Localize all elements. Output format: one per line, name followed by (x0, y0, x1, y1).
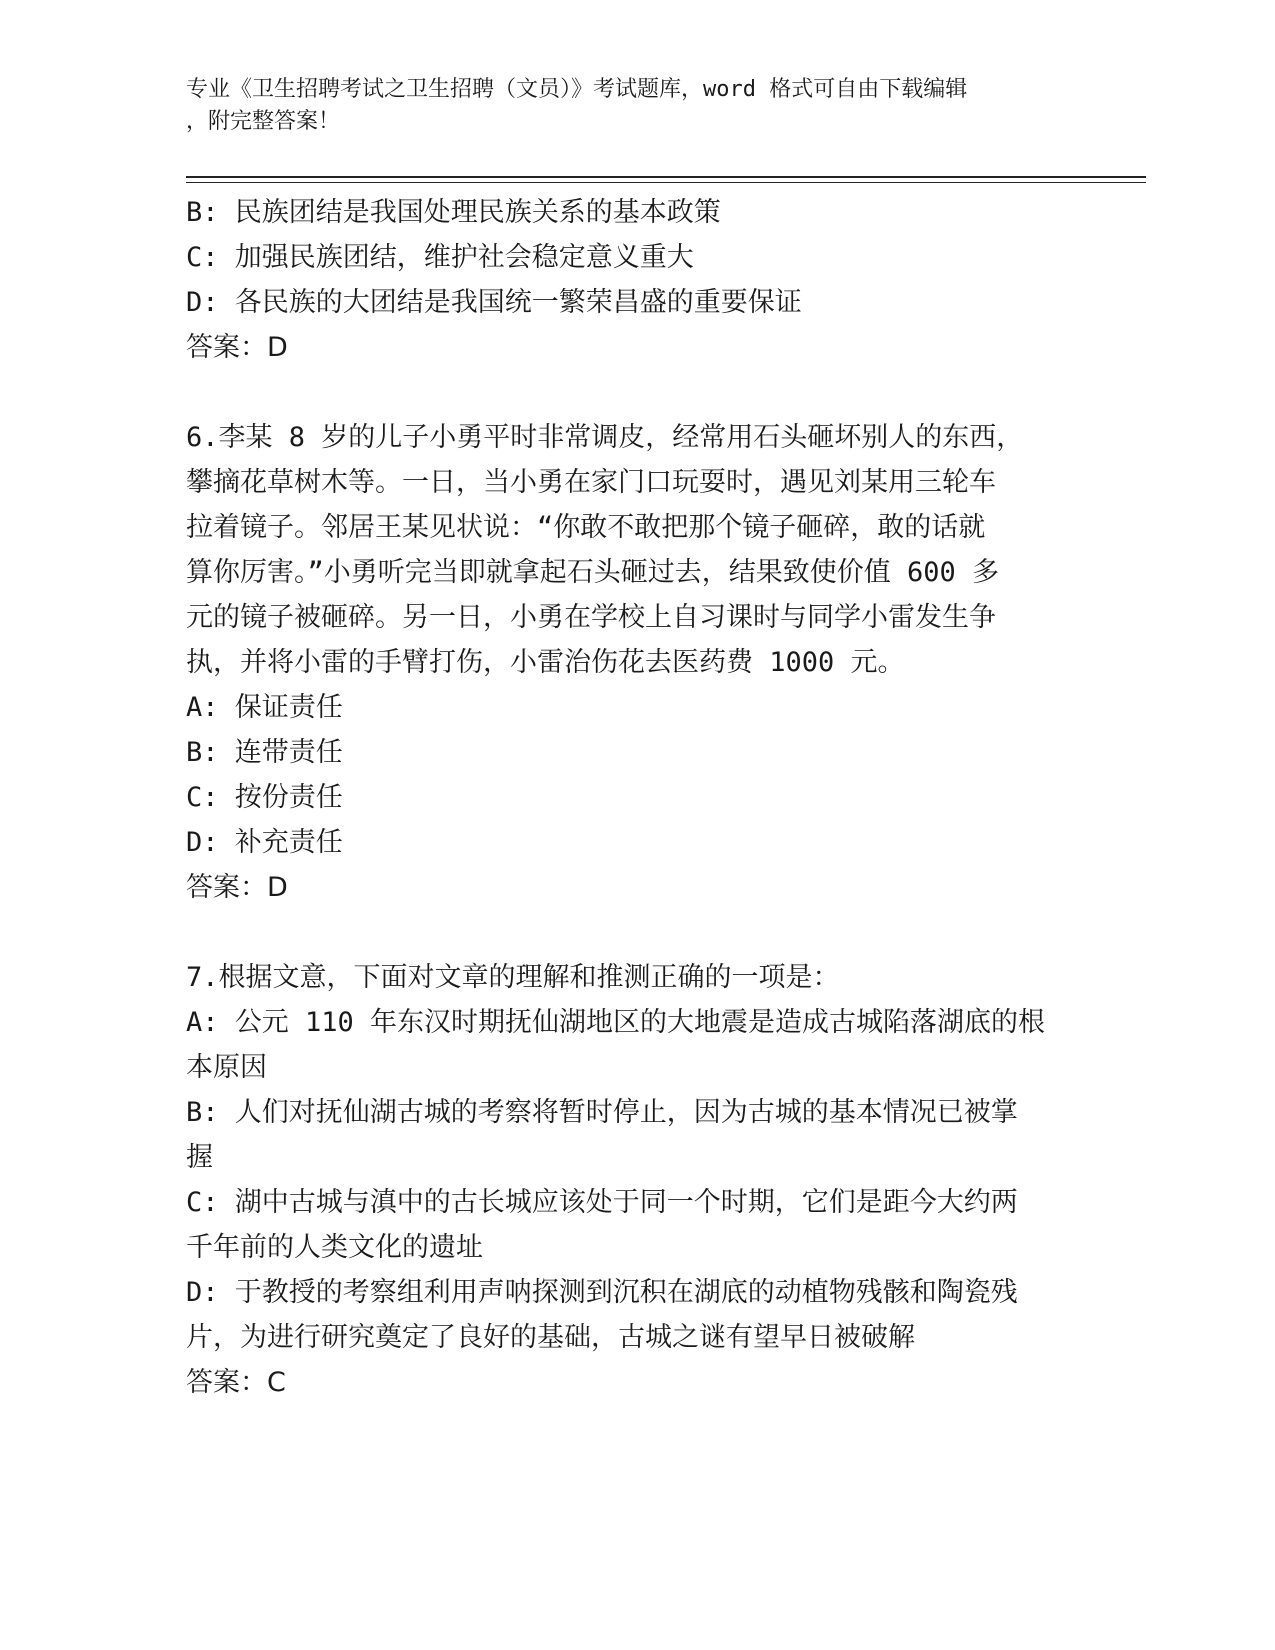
question-6 (186, 415, 1086, 910)
option-c: C: 按份责任 (186, 782, 343, 813)
header-line-2: ，附完整答案！ (186, 109, 341, 134)
option-b: B: 民族团结是我国处理民族关系的基本政策 (186, 197, 721, 228)
option-a: A: 保证责任 (186, 692, 343, 723)
option-d: D: 补充责任 (186, 827, 343, 858)
header-line-1: 专业《卫生招聘考试之卫生招聘（文员）》考试题库，word 格式可自由下载编辑 (186, 77, 968, 102)
question-7 (186, 955, 1086, 1405)
option-a-line-1: A: 公元 110 年东汉时期抚仙湖地区的大地震是造成古城陷落湖底的根 (186, 1007, 1046, 1038)
option-a-line-2: 本原因 (186, 1052, 267, 1083)
answer-line: 答案：D (186, 332, 288, 363)
question-stem-line: 6.李某 8 岁的儿子小勇平时非常调皮，经常用石头砸坏别人的东西， (186, 422, 1024, 453)
question-5-tail (186, 190, 1086, 370)
document-header (186, 74, 1086, 138)
option-c-line-1: C: 湖中古城与滇中的古长城应该处于同一个时期，它们是距今大约两 (186, 1187, 1018, 1218)
option-b-line-2: 握 (186, 1142, 213, 1173)
question-stem-line: 攀摘花草树木等。一日，当小勇在家门口玩耍时，遇见刘某用三轮车 (186, 467, 996, 498)
question-stem-line: 执，并将小雷的手臂打伤，小雷治伤花去医药费 1000 元。 (186, 647, 905, 678)
option-d-line-2: 片，为进行研究奠定了良好的基础，古城之谜有望早日被破解 (186, 1322, 915, 1353)
option-c-line-2: 千年前的人类文化的遗址 (186, 1232, 483, 1263)
option-c: C: 加强民族团结，维护社会稳定意义重大 (186, 242, 694, 273)
option-d: D: 各民族的大团结是我国统一繁荣昌盛的重要保证 (186, 287, 802, 318)
option-b: B: 连带责任 (186, 737, 343, 768)
question-stem-line: 算你厉害。”小勇听完当即就拿起石头砸过去，结果致使价值 600 多 (186, 557, 1000, 588)
header-rule-thick (186, 176, 1146, 178)
answer-line: 答案：C (186, 1367, 286, 1398)
option-d-line-1: D: 于教授的考察组利用声呐探测到沉积在湖底的动植物残骸和陶瓷残 (186, 1277, 1018, 1308)
option-b-line-1: B: 人们对抚仙湖古城的考察将暂时停止，因为古城的基本情况已被掌 (186, 1097, 1018, 1128)
spacer (186, 910, 1086, 955)
document-body (186, 190, 1086, 1405)
answer-line: 答案：D (186, 872, 288, 903)
question-stem-line: 7.根据文意，下面对文章的理解和推测正确的一项是： (186, 962, 840, 993)
question-stem-line: 元的镜子被砸碎。另一日，小勇在学校上自习课时与同学小雷发生争 (186, 602, 996, 633)
header-rule-thin (186, 182, 1146, 183)
spacer (186, 370, 1086, 415)
question-stem-line: 拉着镜子。邻居王某见状说：“你敢不敢把那个镜子砸碎，敢的话就 (186, 512, 986, 543)
